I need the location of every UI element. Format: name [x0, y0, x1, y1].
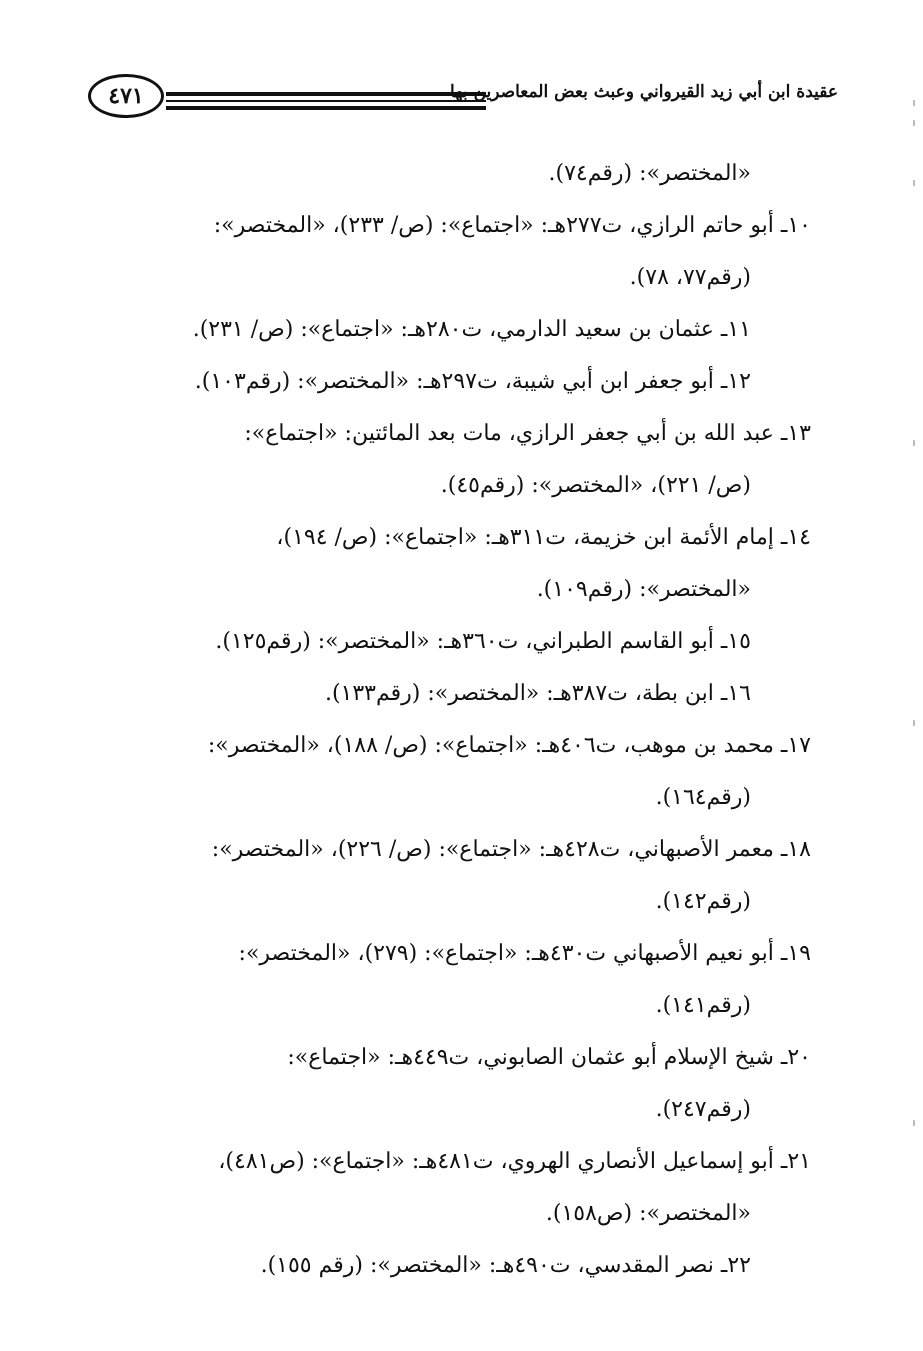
list-item-continuation: «المختصر»: (رقم١٠٩). [536, 577, 751, 602]
list-item-line: ٢٠ـ شيخ الإسلام أبو عثمان الصابوني، ت٤٤٩هـ: «اجتماع»: [287, 1045, 811, 1070]
list-item-line: ١٥ـ أبو القاسم الطبراني، ت٣٦٠هـ: «المختصر»: (رقم١٢٥). [215, 629, 751, 654]
margin-mark [913, 100, 915, 106]
header-rule [166, 106, 486, 110]
margin-mark [913, 120, 915, 126]
list-item-line: «المختصر»: (رقم٧٤). [548, 161, 751, 186]
margin-mark [913, 440, 915, 446]
list-item-line: ١٤ـ إمام الأئمة ابن خزيمة، ت٣١١هـ: «اجتماع»: (ص/ ١٩٤)، [276, 525, 811, 550]
list-item-continuation: (رقم٧٧، ٧٨). [629, 265, 751, 290]
page-header [88, 72, 838, 128]
list-item-continuation: (رقم١٦٤). [655, 785, 751, 810]
entries-list [111, 148, 811, 1292]
list-item-continuation: (رقم٢٤٧). [655, 1097, 751, 1122]
list-item-continuation: «المختصر»: (ص١٥٨). [545, 1201, 751, 1226]
header-rule [166, 100, 486, 102]
list-item-continuation: (رقم١٤٢). [655, 889, 751, 914]
margin-mark [913, 180, 915, 186]
list-item-line: ١٢ـ أبو جعفر ابن أبي شيبة، ت٢٩٧هـ: «المختصر»: (رقم١٠٣). [194, 369, 751, 394]
margin-mark [913, 1120, 915, 1126]
list-item-line: ١٩ـ أبو نعيم الأصبهاني ت٤٣٠هـ: «اجتماع»: (٢٧٩)، «المختصر»: [238, 941, 811, 966]
header-rule [166, 92, 486, 96]
page-number-badge: ٤٧١ [88, 74, 164, 118]
list-item-line: ١٨ـ معمر الأصبهاني، ت٤٢٨هـ: «اجتماع»: (ص/ ٢٢٦)، «المختصر»: [211, 837, 811, 862]
list-item-line: ١٦ـ ابن بطة، ت٣٨٧هـ: «المختصر»: (رقم١٣٣). [324, 681, 751, 706]
list-item-line: ٢١ـ أبو إسماعيل الأنصاري الهروي، ت٤٨١هـ: «اجتماع»: (ص٤٨١)، [218, 1149, 811, 1174]
list-item-line: ٢٢ـ نصر المقدسي، ت٤٩٠هـ: «المختصر»: (رقم ١٥٥). [260, 1253, 751, 1278]
margin-mark [913, 720, 915, 726]
running-title: عقيدة ابن أبي زيد القيرواني وعبث بعض المعاصرين بها [449, 82, 838, 102]
list-item-line: ١٠ـ أبو حاتم الرازي، ت٢٧٧هـ: «اجتماع»: (ص/ ٢٣٣)، «المختصر»: [213, 213, 811, 238]
list-item-continuation: (ص/ ٢٢١)، «المختصر»: (رقم٤٥). [440, 473, 751, 498]
list-item-line: ١١ـ عثمان بن سعيد الدارمي، ت٢٨٠هـ: «اجتماع»: (ص/ ٢٣١). [192, 317, 751, 342]
list-item-line: ١٣ـ عبد الله بن أبي جعفر الرازي، مات بعد المائتين: «اجتماع»: [244, 421, 811, 446]
margin-scan-marks [911, 100, 915, 1250]
list-item-line: ١٧ـ محمد بن موهب، ت٤٠٦هـ: «اجتماع»: (ص/ ١٨٨)، «المختصر»: [207, 733, 811, 758]
list-item-continuation: (رقم١٤١). [655, 993, 751, 1018]
